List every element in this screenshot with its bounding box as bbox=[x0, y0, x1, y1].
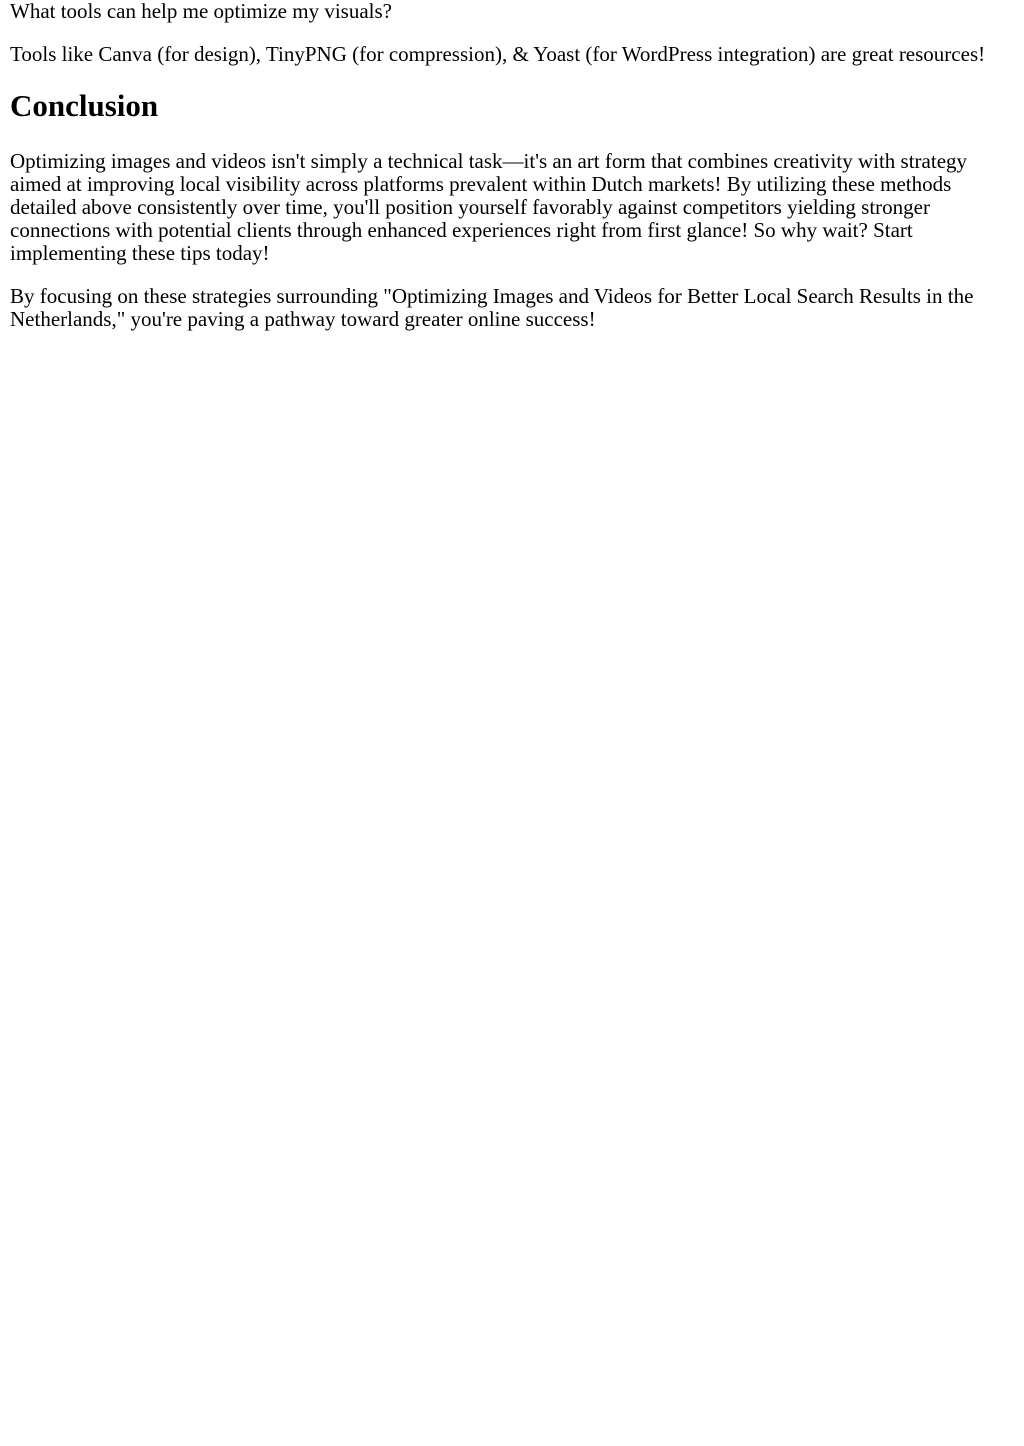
faq-answer: Tools like Canva (for design), TinyPNG (for compression), & Yoast (for WordPress integration) are great resources! bbox=[10, 42, 986, 66]
closing-paragraph: By focusing on these strategies surrounding "Optimizing Images and Videos for Better Local Search Results in the Netherlands," you're paving a pathway toward greater online success! bbox=[10, 284, 974, 331]
conclusion-paragraph: Optimizing images and videos isn't simply a technical task—it's an art form that combines creativity with strategy aimed at improving local visibility across platforms prevalent within Dutch markets! By utilizing these methods detailed above consistently over time, you'll position yourself favorably against competitors yielding stronger connections with potential clients through enhanced experiences right from first glance! So why wait? Start implementing these tips today! bbox=[10, 149, 968, 265]
article-content bbox=[10, 0, 1014, 331]
faq-question: What tools can help me optimize my visuals? bbox=[10, 0, 392, 23]
section-heading-conclusion: Conclusion bbox=[10, 88, 159, 123]
